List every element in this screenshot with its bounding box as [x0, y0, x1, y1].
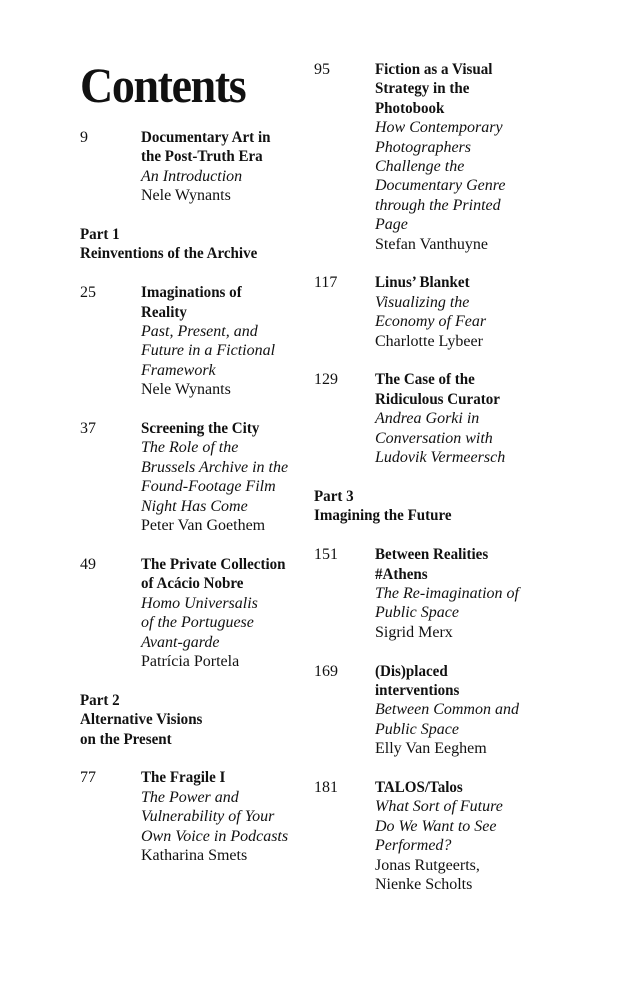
entry-title: The Private Collection of Acácio Nobre — [141, 555, 286, 593]
toc-entry — [80, 283, 312, 399]
part-name: Alternative Visions on the Present — [80, 711, 203, 748]
toc-entry — [80, 768, 312, 865]
entry-title: The Fragile I — [141, 769, 226, 787]
entry-title: Imaginations of Reality — [141, 284, 242, 321]
toc-entry — [80, 419, 312, 535]
toc-list-left — [80, 128, 312, 865]
entry-author: Stefan Vanthuyne — [375, 235, 489, 253]
part-name: Imagining the Future — [314, 507, 452, 525]
toc-list-right — [314, 60, 634, 894]
page-number: 151 — [314, 546, 338, 564]
page-number: 181 — [314, 778, 338, 796]
entry-title: Linus’ Blanket — [375, 274, 470, 292]
entry-subtitle: The Power and Vulnerability of Your Own Voice in Podcasts — [141, 788, 289, 845]
right-column — [314, 60, 634, 914]
page-number: 169 — [314, 662, 338, 680]
page-number: 25 — [80, 284, 96, 302]
toc-entry — [80, 128, 312, 206]
entry-body — [141, 768, 312, 865]
entry-title: Documentary Art in the Post-Truth Era — [141, 129, 271, 166]
left-column — [80, 57, 312, 885]
part-label: Part 3 — [314, 487, 354, 505]
page-number: 49 — [80, 555, 96, 573]
part-heading — [80, 691, 312, 749]
entry-subtitle: How Contemporary Photographers Challenge the Documentary Genre through the Printed Page — [375, 119, 506, 234]
entry-body — [141, 419, 312, 535]
entry-title: Between Realities #Athens — [375, 546, 489, 583]
toc-entry — [314, 60, 634, 254]
entry-author: Nele Wynants — [141, 381, 231, 399]
entry-subtitle: Andrea Gorki in Conversation with Ludovik Vermeersch — [375, 410, 506, 467]
entry-author: Nele Wynants — [141, 187, 231, 205]
entry-subtitle: The Re-imagination of Public Space — [375, 584, 519, 622]
entry-author: Charlotte Lybeer — [375, 332, 483, 350]
page-number: 129 — [314, 371, 338, 389]
page-number: 77 — [80, 769, 96, 787]
entry-body — [375, 778, 634, 894]
page-number: 37 — [80, 420, 96, 438]
entry-subtitle: An Introduction — [141, 167, 243, 185]
entry-body — [375, 273, 634, 351]
entry-author: Patrícia Portela — [141, 652, 240, 670]
entry-subtitle: Between Common and Public Space — [375, 701, 519, 738]
toc-entry — [314, 370, 634, 467]
toc-entry — [314, 273, 634, 351]
entry-subtitle: Homo Universalis of the Portuguese Avant-garde — [141, 594, 258, 651]
toc-entry — [80, 555, 312, 671]
entry-author: Katharina Smets — [141, 846, 248, 864]
part-name: Reinventions of the Archive — [80, 245, 258, 263]
entry-subtitle: Past, Present, and Future in a Fictional Framework — [141, 323, 276, 379]
page-title: Contents — [80, 57, 246, 113]
entry-body — [141, 283, 312, 399]
entry-author: Sigrid Merx — [375, 623, 453, 641]
toc-entry — [314, 778, 634, 894]
part-heading — [80, 225, 312, 264]
entry-subtitle: What Sort of Future Do We Want to See Performed? — [375, 798, 503, 855]
entry-body — [141, 128, 312, 206]
entry-author: Peter Van Goethem — [141, 517, 266, 535]
entry-body — [141, 555, 312, 671]
entry-body — [375, 370, 634, 467]
entry-body — [375, 545, 634, 642]
part-label: Part 2 — [80, 691, 120, 709]
page-number: 9 — [80, 129, 88, 146]
entry-title: TALOS/Talos — [375, 778, 463, 796]
page-number: 95 — [314, 61, 330, 78]
entry-title: Fiction as a Visual Strategy in the Photobook — [375, 61, 493, 117]
entry-body — [375, 60, 634, 254]
entry-author: Jonas Rutgeerts, Nienke Scholts — [375, 856, 480, 893]
part-label: Part 1 — [80, 226, 120, 244]
entry-title: The Case of the Ridiculous Curator — [375, 371, 500, 408]
entry-title: (Dis)placed interventions — [375, 662, 460, 699]
page-number: 117 — [314, 274, 338, 292]
entry-author: Elly Van Eeghem — [375, 740, 487, 758]
toc-entry — [314, 662, 634, 759]
entry-body — [375, 662, 634, 759]
entry-subtitle: The Role of the Brussels Archive in the Found-Footage Film Night Has Come — [141, 439, 289, 515]
toc-entry — [314, 545, 634, 642]
entry-subtitle: Visualizing the Economy of Fear — [375, 293, 487, 331]
entry-title: Screening the City — [141, 420, 260, 438]
part-heading — [314, 487, 634, 526]
